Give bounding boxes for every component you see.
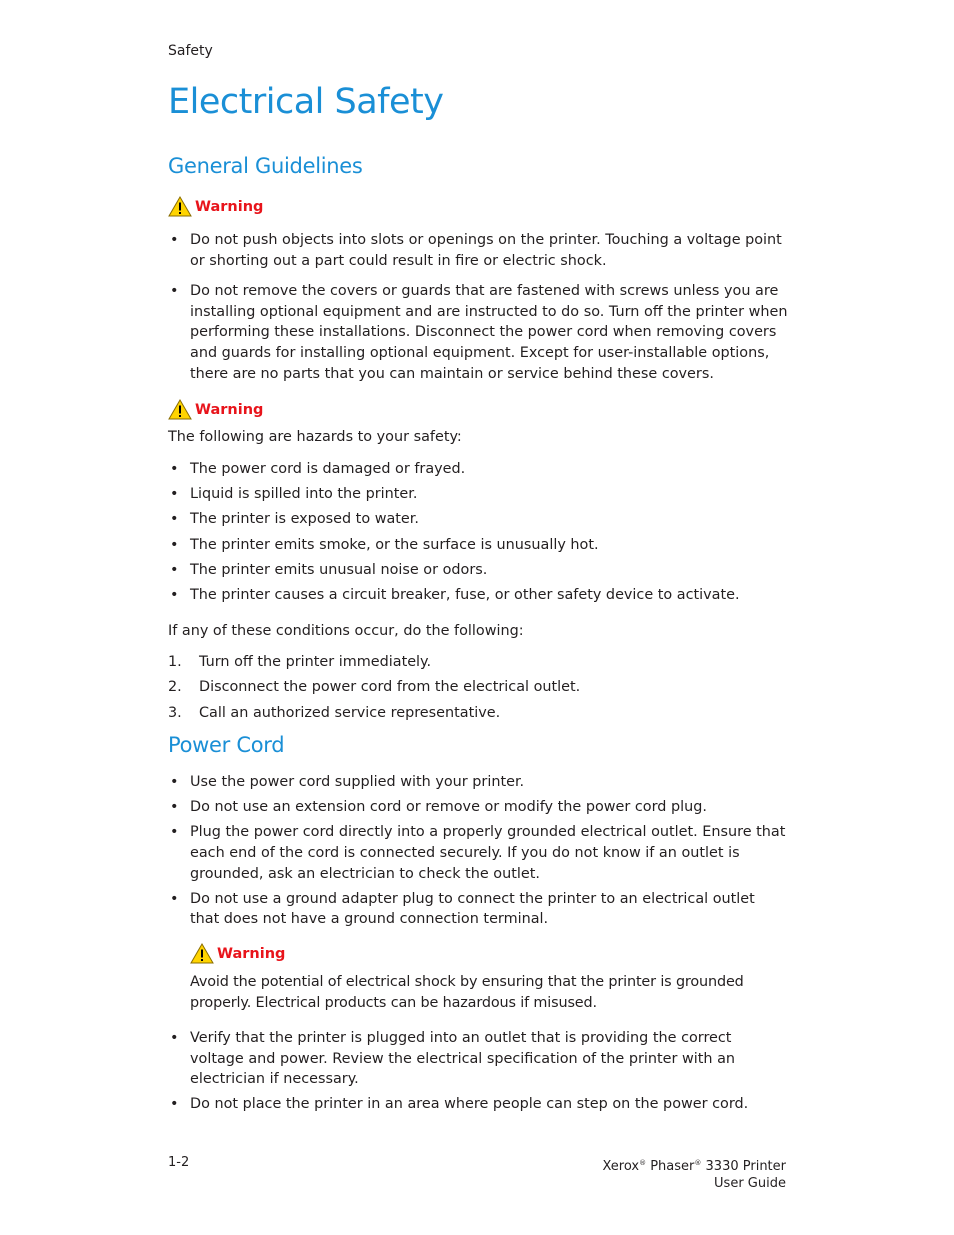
list-item bbox=[168, 703, 788, 724]
list-item: • Do not push objects into slots or openings on the printer. Touching a voltage point or shorting out a part could result in fire or electric shock. bbox=[168, 230, 788, 271]
warning-triangle-icon bbox=[190, 943, 214, 964]
registered-mark: ® bbox=[639, 1159, 647, 1167]
list-item: • Liquid is spilled into the printer. bbox=[168, 484, 788, 505]
warning-text: Warning bbox=[195, 401, 264, 418]
footer-product-info bbox=[602, 1155, 786, 1192]
warning-text: Warning bbox=[217, 945, 286, 962]
list-item bbox=[168, 652, 788, 673]
section-heading-power-cord: Power Cord bbox=[168, 733, 285, 757]
list-item: • Do not place the printer in an area where people can step on the power cord. bbox=[168, 1094, 788, 1115]
power-cord-list-continued bbox=[168, 1028, 788, 1115]
power-cord-list bbox=[168, 772, 788, 930]
warning-label bbox=[168, 196, 263, 217]
list-item: • Use the power cord supplied with your printer. bbox=[168, 772, 788, 793]
step-number: 3. bbox=[168, 704, 182, 721]
steps-list bbox=[168, 652, 788, 723]
warning-list bbox=[168, 230, 788, 384]
step-text: Turn off the printer immediately. bbox=[199, 654, 432, 670]
step-number: 1. bbox=[168, 654, 182, 670]
list-item: • Do not use an extension cord or remove or modify the power cord plug. bbox=[168, 797, 788, 818]
brand-name: Xerox bbox=[602, 1159, 640, 1174]
list-item: • The printer emits unusual noise or odors. bbox=[168, 560, 788, 581]
list-item: • Verify that the printer is plugged into an outlet that is providing the correct voltage and power. Review the electrical specification of the printer with an electrician if necessary. bbox=[168, 1028, 788, 1090]
warning-triangle-icon bbox=[168, 399, 192, 420]
step-number: 2. bbox=[168, 679, 182, 696]
footer-product-line bbox=[602, 1155, 786, 1175]
page-number: 1-2 bbox=[168, 1155, 190, 1170]
product-name: Phaser bbox=[650, 1159, 695, 1174]
page-title: Electrical Safety bbox=[168, 82, 444, 122]
grounding-warning-text: Avoid the potential of electrical shock by ensuring that the printer is grounded properly. Electrical products can be hazardous if misused. bbox=[190, 974, 744, 1011]
hazards-list bbox=[168, 459, 788, 606]
list-item: • Plug the power cord directly into a properly grounded electrical outlet. Ensure that each end of the cord is connected securely. If you do not know if an outlet is grounded, ask an electrician to check the outlet. bbox=[168, 822, 788, 884]
list-item: • The printer emits smoke, or the surface is unusually hot. bbox=[168, 535, 788, 556]
registered-mark: ® bbox=[694, 1159, 702, 1167]
step-text: Disconnect the power cord from the electrical outlet. bbox=[199, 679, 581, 696]
warning-text: Warning bbox=[195, 198, 264, 215]
document-name: User Guide bbox=[714, 1176, 786, 1191]
conditions-intro: If any of these conditions occur, do the following: bbox=[168, 623, 524, 639]
section-heading-general-guidelines: General Guidelines bbox=[168, 154, 363, 178]
hazards-intro: The following are hazards to your safety: bbox=[168, 429, 462, 445]
list-item: • The printer causes a circuit breaker, fuse, or other safety device to activate. bbox=[168, 585, 788, 606]
list-item bbox=[168, 677, 788, 698]
warning-label bbox=[190, 943, 285, 964]
list-item: • The printer is exposed to water. bbox=[168, 509, 788, 530]
list-item: • Do not use a ground adapter plug to connect the printer to an electrical outlet that does not have a ground connection terminal. bbox=[168, 889, 788, 930]
warning-triangle-icon bbox=[168, 196, 192, 217]
running-header: Safety bbox=[168, 43, 213, 59]
list-item: • The power cord is damaged or frayed. bbox=[168, 459, 788, 480]
warning-label bbox=[168, 399, 263, 420]
model-name: 3330 Printer bbox=[705, 1159, 786, 1174]
list-item: • Do not remove the covers or guards that are fastened with screws unless you are installing optional equipment and are instructed to do so. Turn off the printer when performing these installations. Disconnect the power cord when removing covers and guards for installing optional equipment. Except for user-installable options, there are no parts that you can maintain or service behind these covers. bbox=[168, 281, 788, 384]
step-text: Call an authorized service representative. bbox=[199, 704, 501, 721]
